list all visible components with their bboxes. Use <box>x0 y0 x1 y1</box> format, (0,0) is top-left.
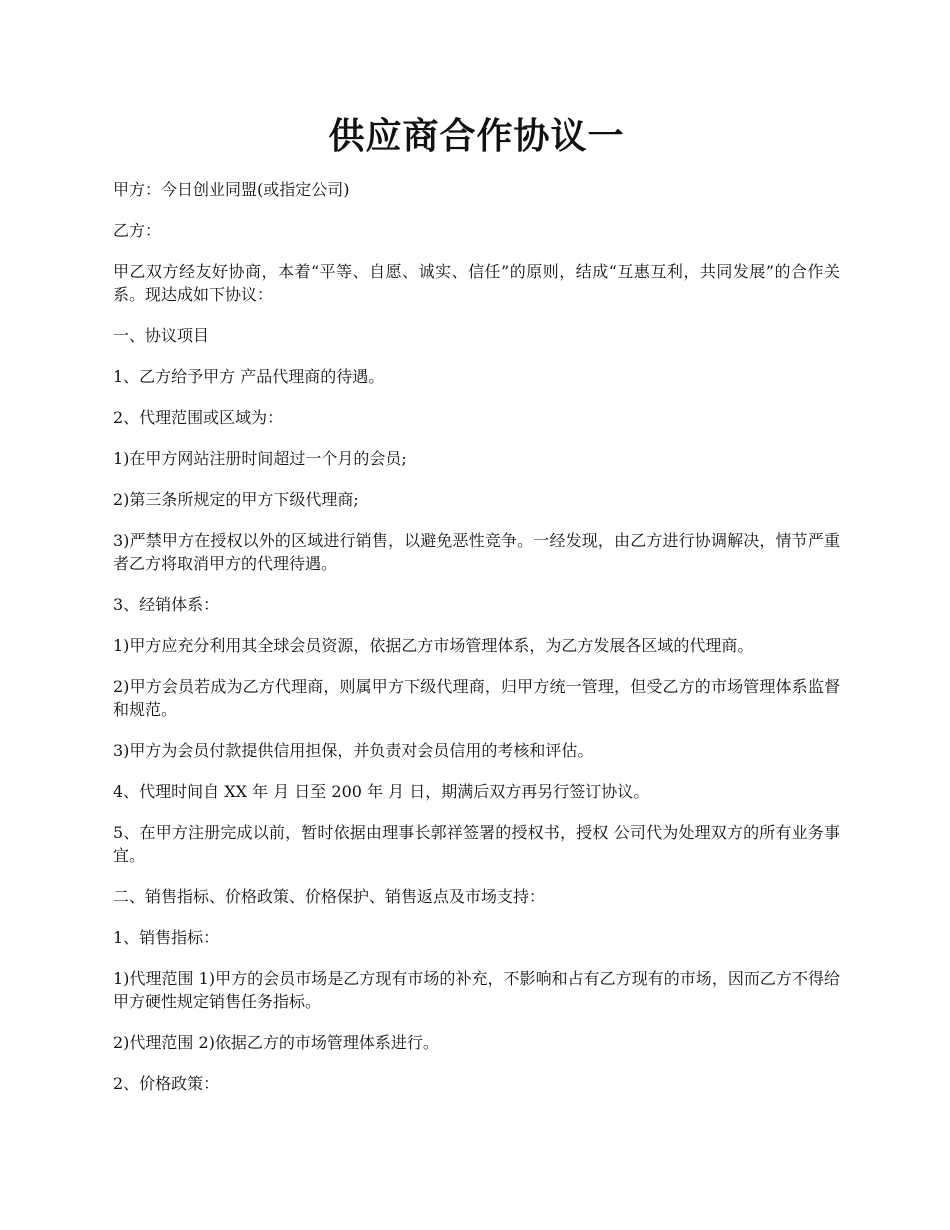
clause-5: 5、在甲方注册完成以前，暂时依据由理事长郭祥签署的授权书，授权 公司代为处理双方的所有业务事宜。 <box>113 823 840 865</box>
section-heading-2: 二、销售指标、价格政策、价格保护、销售返点及市场支持： <box>113 887 546 906</box>
clause-2-item-3: 3)严禁甲方在授权以外的区域进行销售，以避免恶性竞争。一经发现，由乙方进行协调解决，情节严重者乙方将取消甲方的代理待遇。 <box>113 531 840 573</box>
clause-2: 2、代理范围或区域为： <box>113 408 284 427</box>
clause-2-item-1: 1)在甲方网站注册时间超过一个月的会员; <box>113 449 407 468</box>
party-b-line: 乙方： <box>113 221 162 240</box>
clause-3-item-1: 1)甲方应充分利用其全球会员资源，依据乙方市场管理体系，为乙方发展各区域的代理商。 <box>113 636 754 655</box>
preamble-paragraph: 甲乙双方经友好协商，本着“平等、自愿、诚实、信任”的原则，结成“互惠互利，共同发展”的合作关系。现达成如下协议： <box>113 262 840 304</box>
party-a-line: 甲方：今日创业同盟(或指定公司) <box>113 180 350 199</box>
clause-2-item-2: 2)第三条所规定的甲方下级代理商; <box>113 490 359 509</box>
section-heading-1: 一、协议项目 <box>113 326 210 345</box>
sales-target-item-1: 1)代理范围 1)甲方的会员市场是乙方现有市场的补充，不影响和占有乙方现有的市场，因而乙方不得给甲方硬性规定销售任务指标。 <box>113 969 840 1011</box>
clause-3: 3、经销体系： <box>113 595 220 614</box>
sales-target-item-2: 2)代理范围 2)依据乙方的市场管理体系进行。 <box>113 1033 439 1052</box>
clause-4: 4、代理时间自 XX 年 月 日至 200 年 月 日，期满后双方再另行签订协议。 <box>113 782 650 801</box>
clause-3-item-3: 3)甲方为会员付款提供信用担保，并负责对会员信用的考核和评估。 <box>113 741 594 760</box>
sales-target-heading: 1、销售指标： <box>113 928 220 947</box>
price-policy-heading: 2、价格政策： <box>113 1074 220 1093</box>
clause-3-item-2: 2)甲方会员若成为乙方代理商，则属甲方下级代理商，归甲方统一管理，但受乙方的市场管理体系监督和规范。 <box>113 677 840 719</box>
clause-1: 1、乙方给予甲方 产品代理商的待遇。 <box>113 367 385 386</box>
document-title: 供应商合作协议一 <box>328 115 625 157</box>
